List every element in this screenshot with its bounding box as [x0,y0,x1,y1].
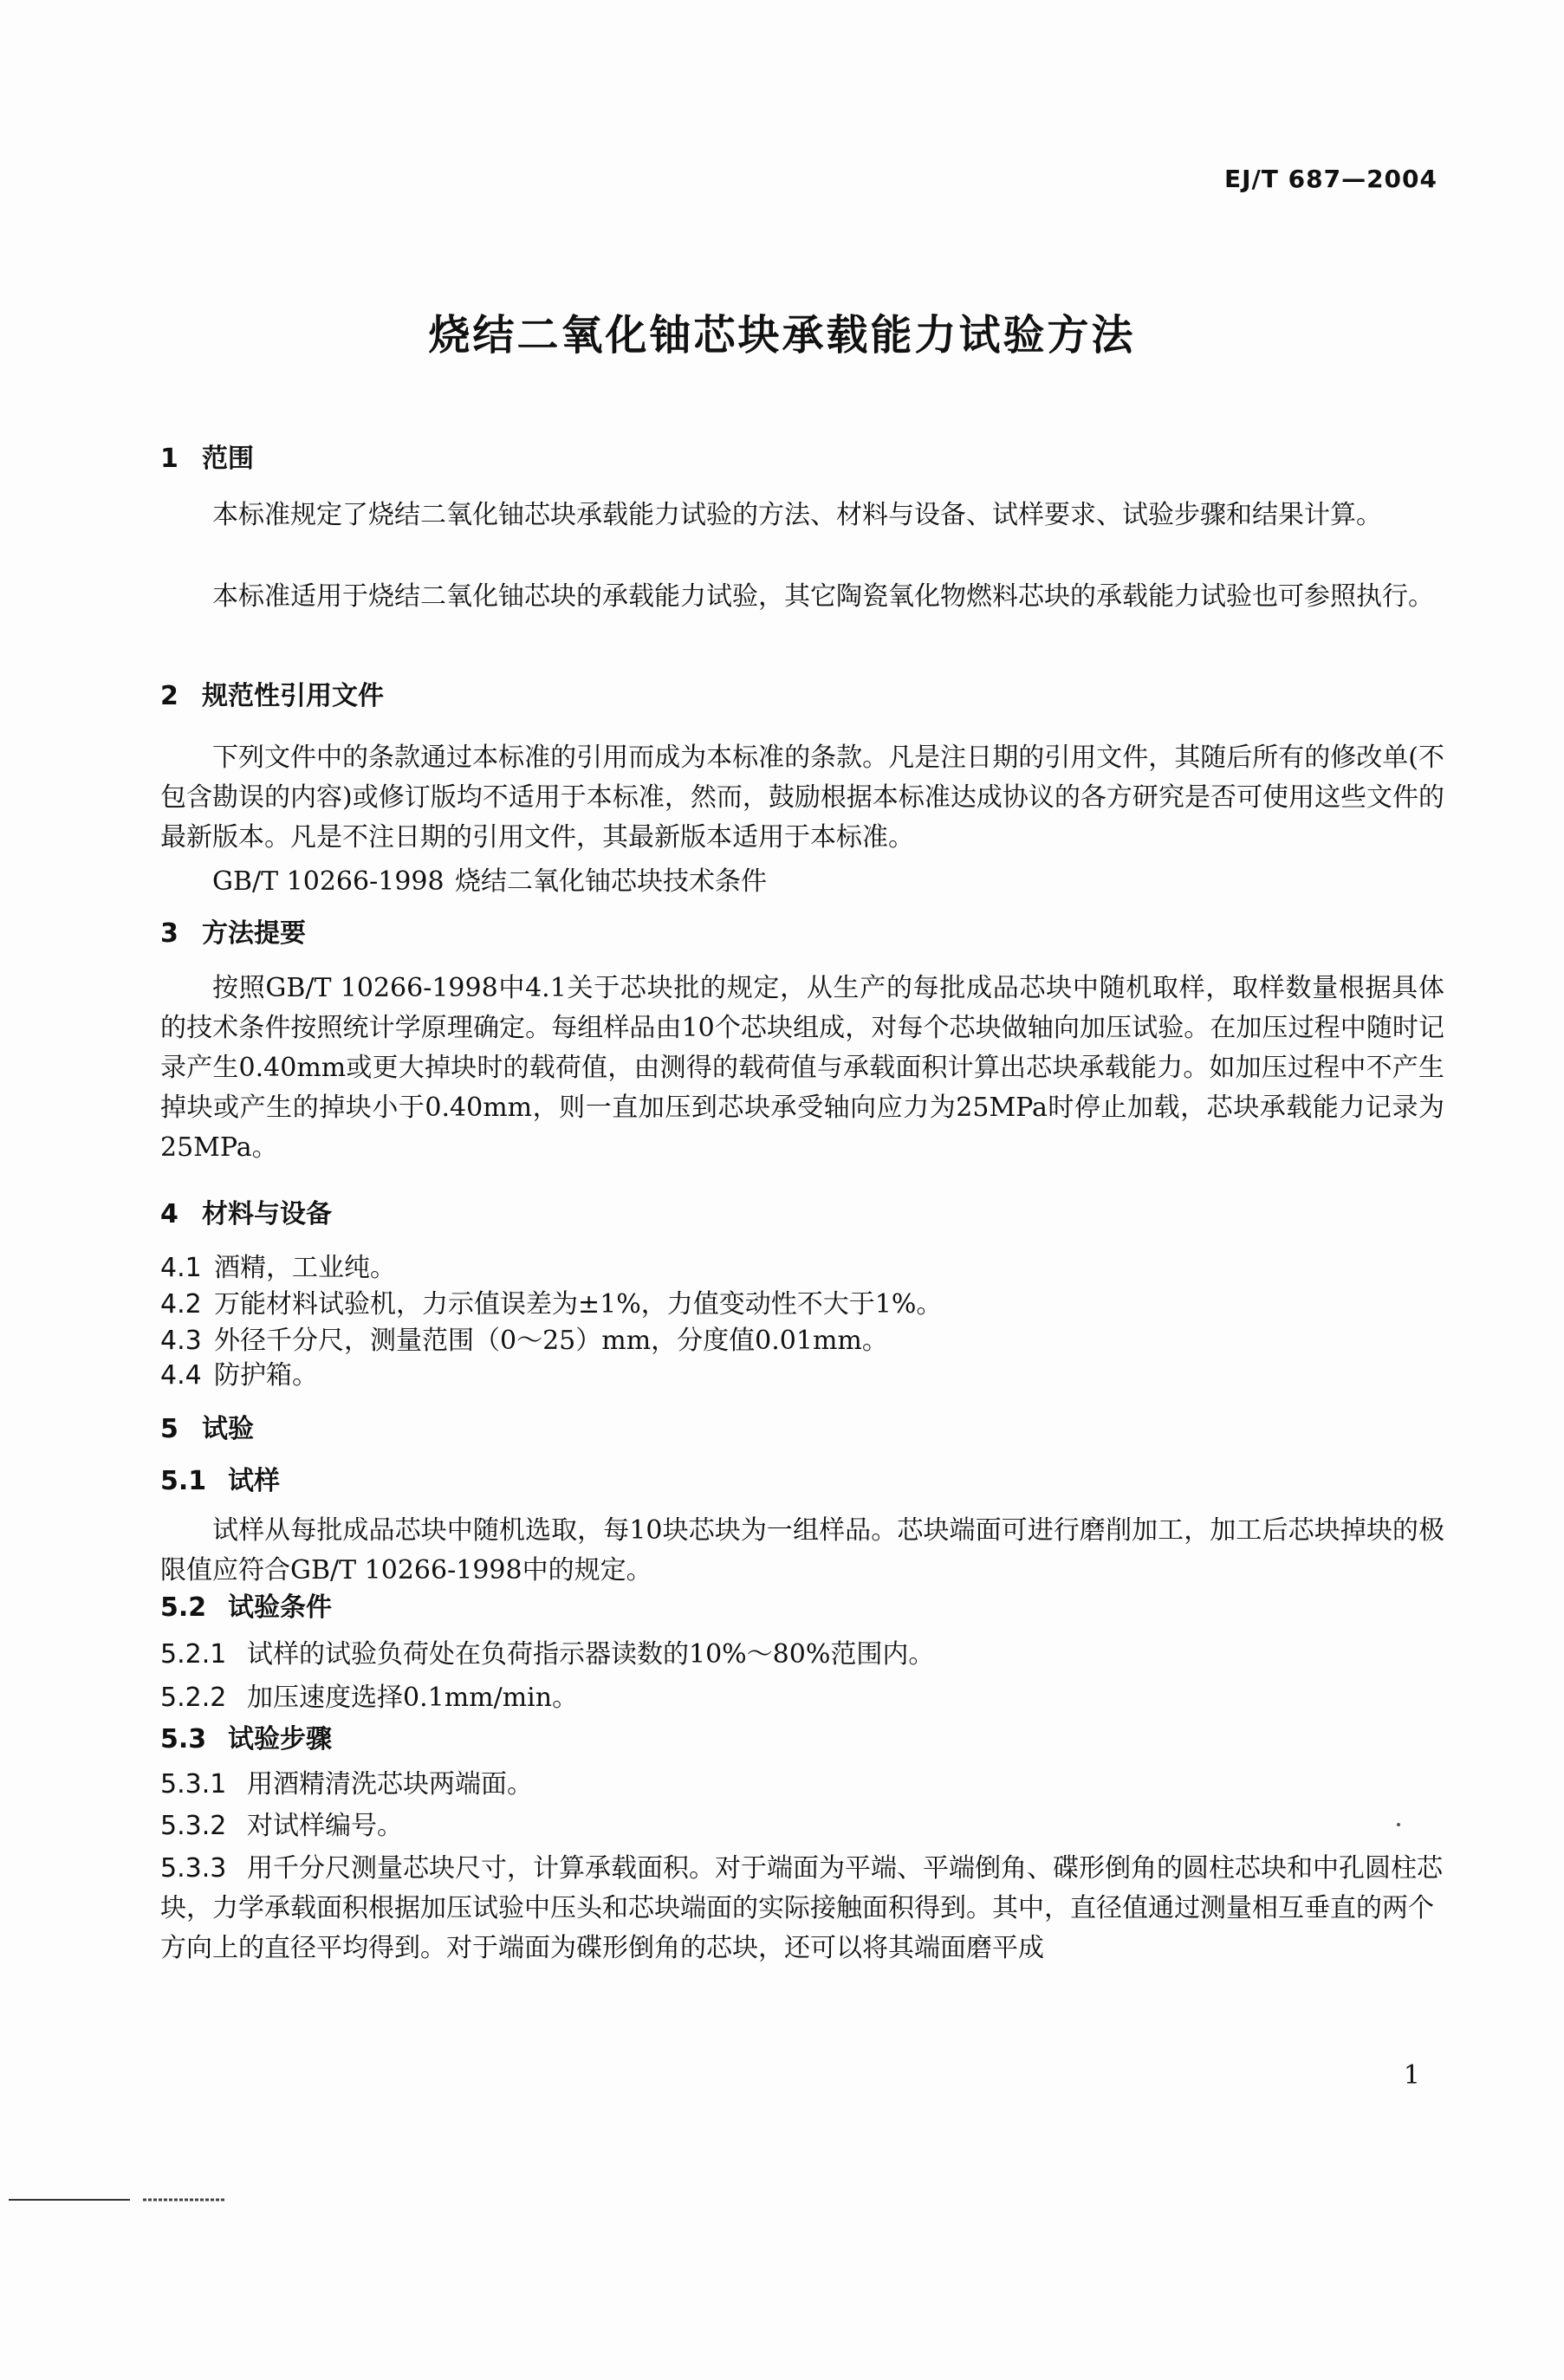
item-number: 5.3.1 [160,1769,227,1800]
section-title: 方法提要 [202,918,306,949]
list-item [160,1287,942,1322]
subsection-number: 5.2 [160,1592,207,1623]
subsection-5-3-3-paragraph [160,1849,1444,1968]
standard-code: EJ/T 687—2004 [1224,165,1437,193]
section-1-paragraph-1: 本标准规定了烧结二氧化铀芯块承载能力试验的方法、材料与设备、试样要求、试验步骤和结果计算。 [212,500,1382,530]
scan-dot [1397,1823,1400,1826]
section-1-paragraph-2: 本标准适用于烧结二氧化铀芯块的承载能力试验，其它陶瓷氧化物燃料芯块的承载能力试验也可参照执行。 [212,581,1434,612]
section-3-paragraph-1: 按照GB/T 10266-1998中4.1关于芯块批的规定，从生产的每批成品芯块中随机取样，取样数量根据具体的技术条件按照统计学原理确定。每组样品由10个芯块组成，对每个芯块做轴向加压试验。在加压过程中随时记录产生0.40mm或更大掉块时的载荷值，由测得的载荷值与承载面积计算出芯块承载能力。如加压过程中不产生掉块或产生的掉块小于0.40mm，则一直加压到芯块承受轴向应力为25MPa时停止加载，芯块承载能力记录为25MPa。 [160,973,1444,1163]
subsection-number: 5.3 [160,1724,207,1754]
item-text: 外径千分尺，测量范围（0～25）mm，分度值0.01mm。 [214,1326,888,1356]
section-title: 范围 [202,444,254,474]
page-number: 1 [1403,2060,1420,2091]
section-2-heading [160,679,384,714]
section-title: 规范性引用文件 [202,681,384,711]
subsection-5-3-heading [160,1722,332,1757]
subsection-5-1-heading [160,1464,280,1499]
section-number: 4 [160,1199,178,1229]
item-number: 4.3 [160,1326,202,1356]
item-number: 5.2.1 [160,1639,227,1670]
item-number: 5.3.3 [160,1853,227,1884]
section-3-heading [160,917,306,951]
subsection-title: 试验条件 [228,1592,332,1623]
section-4-heading [160,1197,332,1232]
subsection-number: 5.1 [160,1466,207,1496]
section-2-paragraph-1: 下列文件中的条款通过本标准的引用而成为本标准的条款。凡是注日期的引用文件，其随后所有的修改单(不包含勘误的内容)或修订版均不适用于本标准，然而，鼓励根据本标准达成协议的各方研究是否可使用这些文件的最新版本。凡是不注日期的引用文件，其最新版本适用于本标准。 [160,743,1444,853]
item-text: 加压速度选择0.1mm/min。 [247,1683,579,1713]
normative-reference [212,865,767,899]
item-text: 酒精，工业纯。 [214,1253,396,1283]
item-text: 试样的试验负荷处在负荷指示器读数的10%～80%范围内。 [247,1639,935,1670]
list-item [160,1767,533,1802]
section-number: 5 [160,1414,178,1444]
list-item [160,1809,403,1844]
subsection-title: 试样 [228,1466,280,1496]
subsection-title: 试验步骤 [228,1724,332,1754]
list-item [160,1681,578,1715]
section-number: 1 [160,444,178,474]
item-text: 万能材料试验机，力示值误差为±1%，力值变动性不大于1%。 [214,1289,943,1320]
list-item [160,1251,396,1286]
item-number: 5.2.2 [160,1683,227,1713]
list-item [160,1359,318,1393]
subsection-5-2-heading [160,1591,332,1625]
item-number: 4.2 [160,1289,202,1320]
section-1-heading [160,442,254,477]
item-text: 用千分尺测量芯块尺寸，计算承载面积。对于端面为平端、平端倒角、碟形倒角的圆柱芯块和中孔圆柱芯块，力学承载面积根据加压试验中压头和芯块端面的实际接触面积得到。其中，直径值通过测量相互垂直的两个方向上的直径平均得到。对于端面为碟形倒角的芯块，还可以将其端面磨平成 [160,1853,1443,1963]
item-text: 对试样编号。 [247,1811,403,1841]
section-number: 2 [160,681,178,711]
item-text: 防护箱。 [214,1360,318,1391]
scan-artifact-line [9,2197,225,2202]
list-item [160,1324,888,1359]
reference-code: GB/T 10266-1998 [212,866,445,897]
section-number: 3 [160,918,178,949]
document-title: 烧结二氧化铀芯块承载能力试验方法 [428,311,1136,360]
list-item [160,1637,934,1672]
section-title: 材料与设备 [202,1199,332,1229]
item-text: 用酒精清洗芯块两端面。 [247,1769,533,1800]
item-number: 4.1 [160,1253,202,1283]
section-5-heading [160,1412,254,1447]
section-title: 试验 [202,1414,254,1444]
subsection-5-1-paragraph: 试样从每批成品芯块中随机选取，每10块芯块为一组样品。芯块端面可进行磨削加工，加工后芯块掉块的极限值应符合GB/T 10266-1998中的规定。 [160,1515,1444,1586]
reference-title: 烧结二氧化铀芯块技术条件 [455,866,767,897]
item-number: 4.4 [160,1360,202,1391]
item-number: 5.3.2 [160,1811,227,1841]
